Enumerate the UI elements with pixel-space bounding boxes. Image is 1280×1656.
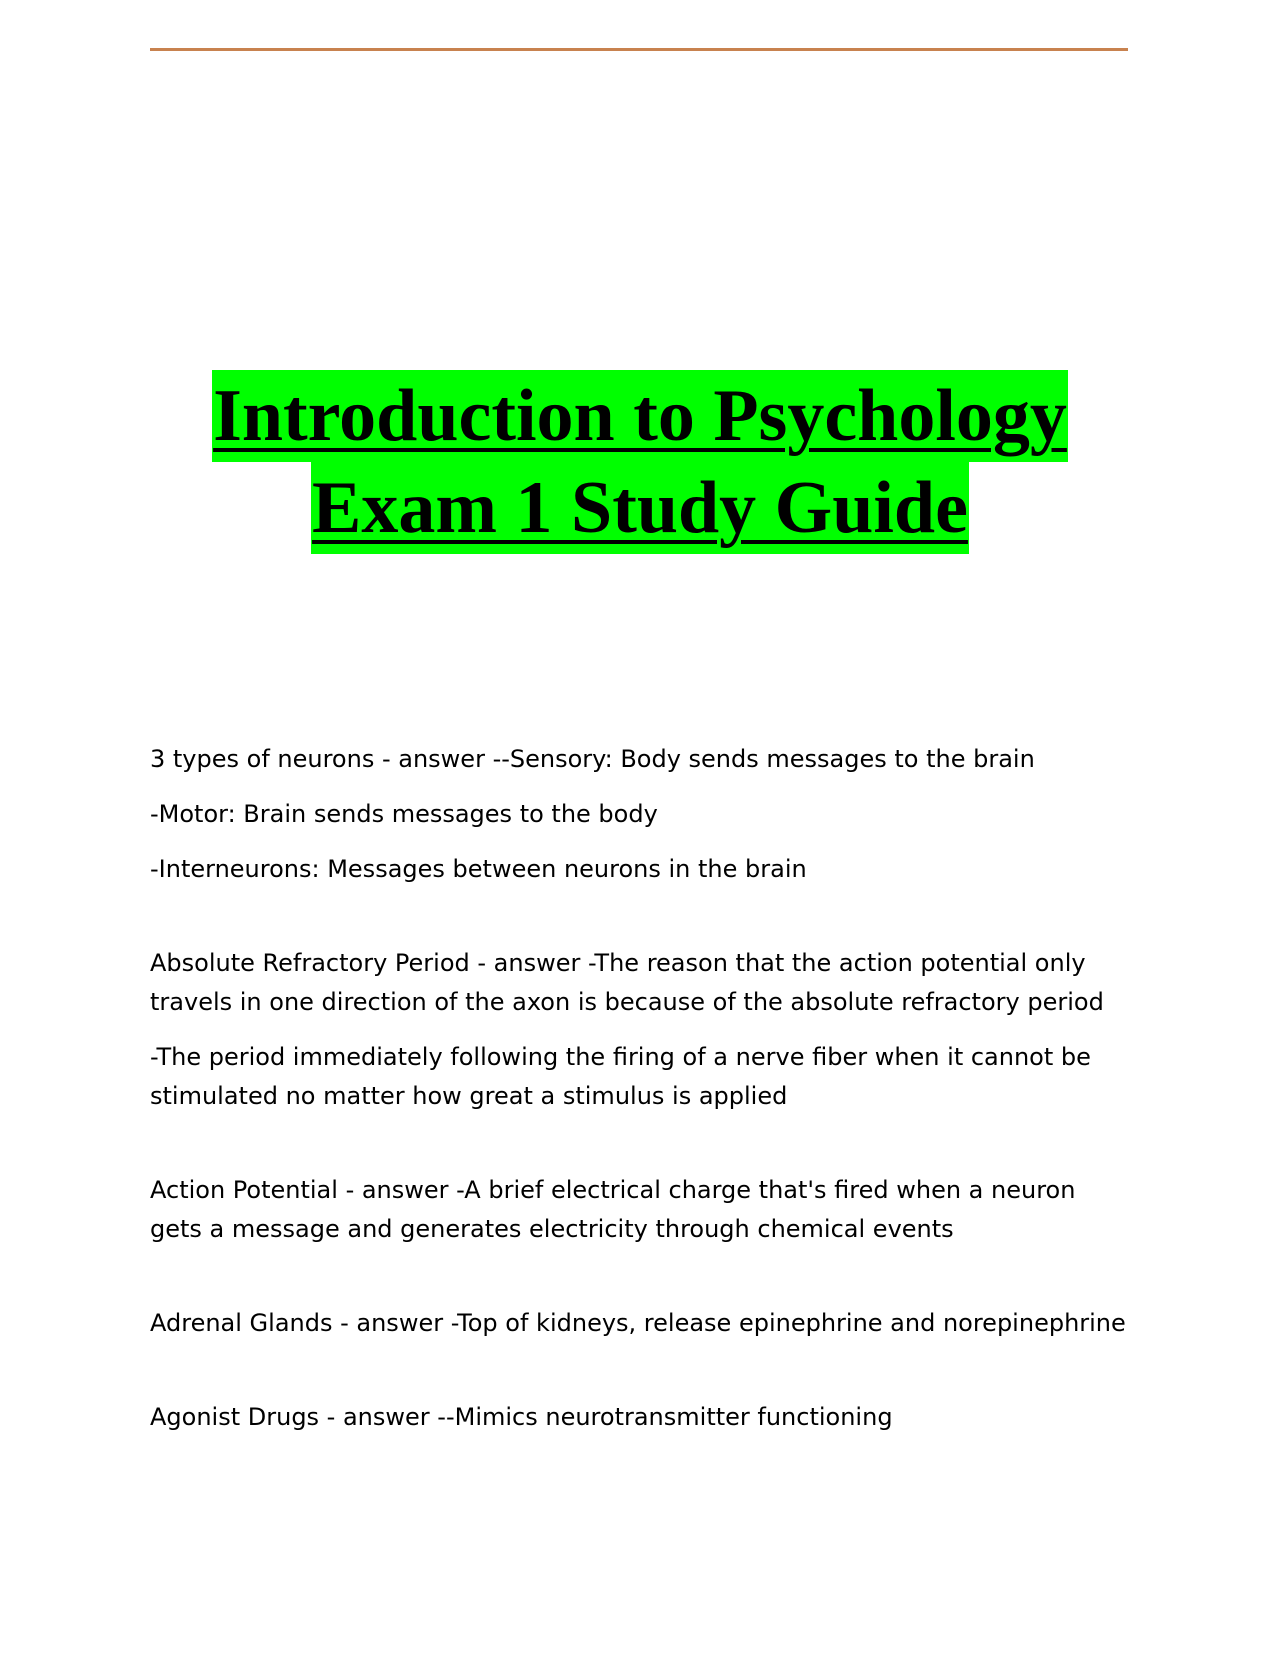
entry-agonist-drugs: [150, 1398, 1130, 1437]
entry-absolute-refractory-period: [150, 944, 1130, 1116]
entry-paragraph: -The period immediately following the firing of a nerve fiber when it cannot be stimulated no matter how great a stimulus is applied: [150, 1043, 1091, 1110]
entry-paragraph: -Interneurons: Messages between neurons in the brain: [150, 855, 807, 883]
entry-neuron-types: [150, 740, 1130, 889]
title-line-2: Exam 1 Study Guide: [311, 462, 969, 554]
entry-paragraph: Absolute Refractory Period - answer -The reason that the action potential only travels in one direction of the axon is because of the absolute refractory period: [150, 949, 1104, 1016]
entry-paragraph: Action Potential - answer -A brief electrical charge that's fired when a neuron gets a message and generates electricity through chemical events: [150, 1176, 1076, 1243]
title-block: [0, 370, 1280, 554]
entry-adrenal-glands: [150, 1304, 1130, 1343]
study-guide-content: [150, 740, 1130, 1453]
entry-paragraph: -Motor: Brain sends messages to the body: [150, 800, 658, 828]
entry-paragraph: Agonist Drugs - answer --Mimics neurotransmitter functioning: [150, 1403, 893, 1431]
title-line-1: Introduction to Psychology: [212, 370, 1068, 462]
entry-action-potential: [150, 1171, 1130, 1249]
entry-paragraph: Adrenal Glands - answer -Top of kidneys, release epinephrine and norepinephrine: [150, 1309, 1126, 1337]
header-rule: [150, 48, 1128, 51]
entry-paragraph: 3 types of neurons - answer --Sensory: Body sends messages to the brain: [150, 745, 1035, 773]
